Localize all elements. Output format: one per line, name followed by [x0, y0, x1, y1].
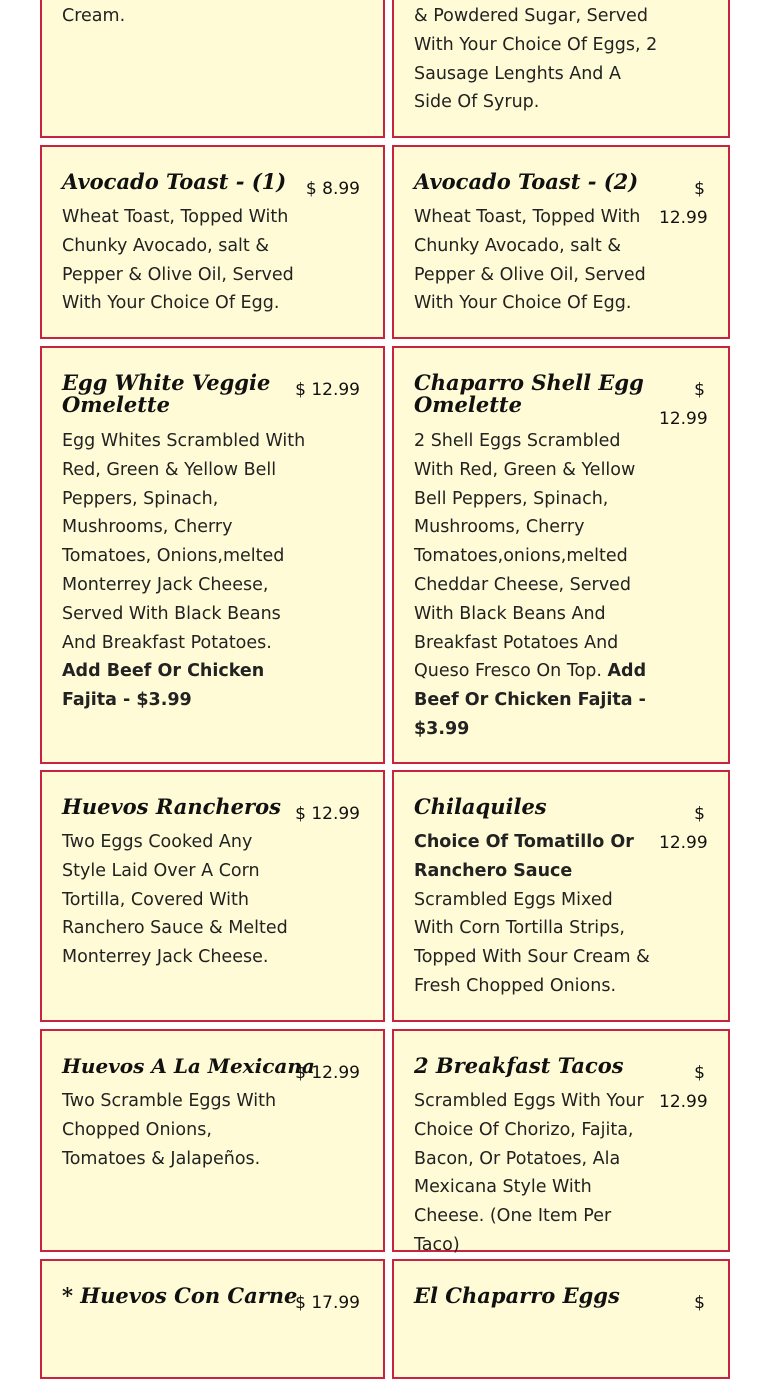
menu-item-description [62, 427, 307, 715]
menu-card-egg-white-omelette [40, 346, 385, 764]
menu-item-description [414, 828, 654, 1001]
menu-item-price: $ 12.99 [295, 380, 360, 400]
menu-card-el-chaparro-eggs [392, 1259, 730, 1379]
menu-card-avocado-toast-2 [392, 145, 730, 339]
menu-item-sauce-choice: Choice Of Tomatillo Or Ranchero Sauce [414, 832, 634, 881]
menu-item-description-text: Egg Whites Scrambled With Red, Green & Yellow Bell Peppers, Spinach, Mushrooms, Cherry Tomatoes, Onions,melted Monterrey Jack Cheese, Served With Black Beans And Breakfast Potatoes. [62, 431, 306, 653]
menu-item-description: Wheat Toast, Topped With Chunky Avocado, salt & Pepper & Olive Oil, Served With Your Choice Of Egg. [414, 207, 646, 314]
menu-item-price: $ 8.99 [305, 179, 360, 199]
menu-card-avocado-toast-1 [40, 145, 385, 339]
menu-item-price: $ 12.99 [295, 1063, 360, 1083]
menu-card-huevos-con-carne [40, 1259, 385, 1379]
menu-item-price: $ 12.99 [659, 380, 708, 429]
menu-item-title: Avocado Toast - (1) [62, 169, 287, 194]
menu-card-breakfast-tacos [392, 1029, 730, 1255]
menu-item-description-text: 2 Shell Eggs Scrambled With Red, Green & Yellow Bell Peppers, Spinach, Mushrooms, Cherry Tomatoes,onions,melted Cheddar Cheese, Served With Black Beans And Breakfast Potatoes And Queso Fresco On Top. [414, 431, 636, 682]
menu-card-top-left [40, 0, 385, 138]
menu-item-price: $ [694, 1293, 705, 1313]
menu-item-title: Avocado Toast - (2) [414, 169, 639, 194]
menu-item-description: Two Scramble Eggs With Chopped Onions, Tomatoes & Jalapeños. [62, 1091, 277, 1169]
menu-item-price: $ 12.99 [659, 1063, 708, 1112]
menu-card-top-right [392, 0, 730, 138]
menu-item-title: Egg White Veggie Omelette [62, 370, 271, 417]
menu-item-title: 2 Breakfast Tacos [414, 1053, 624, 1078]
menu-item-price: $ 17.99 [295, 1293, 360, 1313]
menu-card-chilaquiles [392, 770, 730, 1022]
menu-item-price: $ 12.99 [659, 804, 708, 853]
menu-card-huevos-rancheros [40, 770, 385, 1022]
menu-item-description [414, 427, 654, 744]
menu-item-title: Huevos A La Mexicana [62, 1054, 315, 1078]
menu-item-description-text: Scrambled Eggs Mixed With Corn Tortilla Strips, Topped With Sour Cream & Fresh Chopped Onions. [414, 889, 650, 996]
menu-item-description: Two Eggs Cooked Any Style Laid Over A Corn Tortilla, Covered With Ranchero Sauce & Melted Monterrey Jack Cheese. [62, 832, 288, 968]
menu-item-description: Scrambled Eggs With Your Choice Of Chorizo, Fajita, Bacon, Or Potatoes, Ala Mexicana Style With Cheese. (One Item Per Taco) [414, 1091, 644, 1255]
menu-item-title: Huevos Rancheros [62, 794, 281, 819]
menu-item-price: $ 12.99 [659, 179, 708, 228]
menu-item-price: $ 12.99 [295, 804, 360, 824]
menu-item-description: Wheat Toast, Topped With Chunky Avocado, salt & Pepper & Olive Oil, Served With Your Choice Of Egg. [62, 207, 294, 314]
menu-item-addon: Add Beef Or Chicken Fajita - $3.99 [62, 661, 265, 711]
menu-item-title: * Huevos Con Carne [62, 1283, 298, 1308]
menu-item-title: Chilaquiles [414, 794, 547, 819]
menu-item-addon: Add Beef Or Chicken Fajita - $3.99 [414, 661, 647, 739]
menu-card-huevos-mexicana [40, 1029, 385, 1252]
menu-card-chaparro-omelette [392, 346, 730, 764]
menu-item-title: El Chaparro Eggs [414, 1283, 620, 1308]
menu-item-description: Cream. [62, 6, 126, 26]
menu-item-description: & Powdered Sugar, Served With Your Choice Of Eggs, 2 Sausage Lenghts And A Side Of Syrup. [414, 6, 658, 113]
menu-item-title: Chaparro Shell Egg Omelette [414, 370, 644, 417]
